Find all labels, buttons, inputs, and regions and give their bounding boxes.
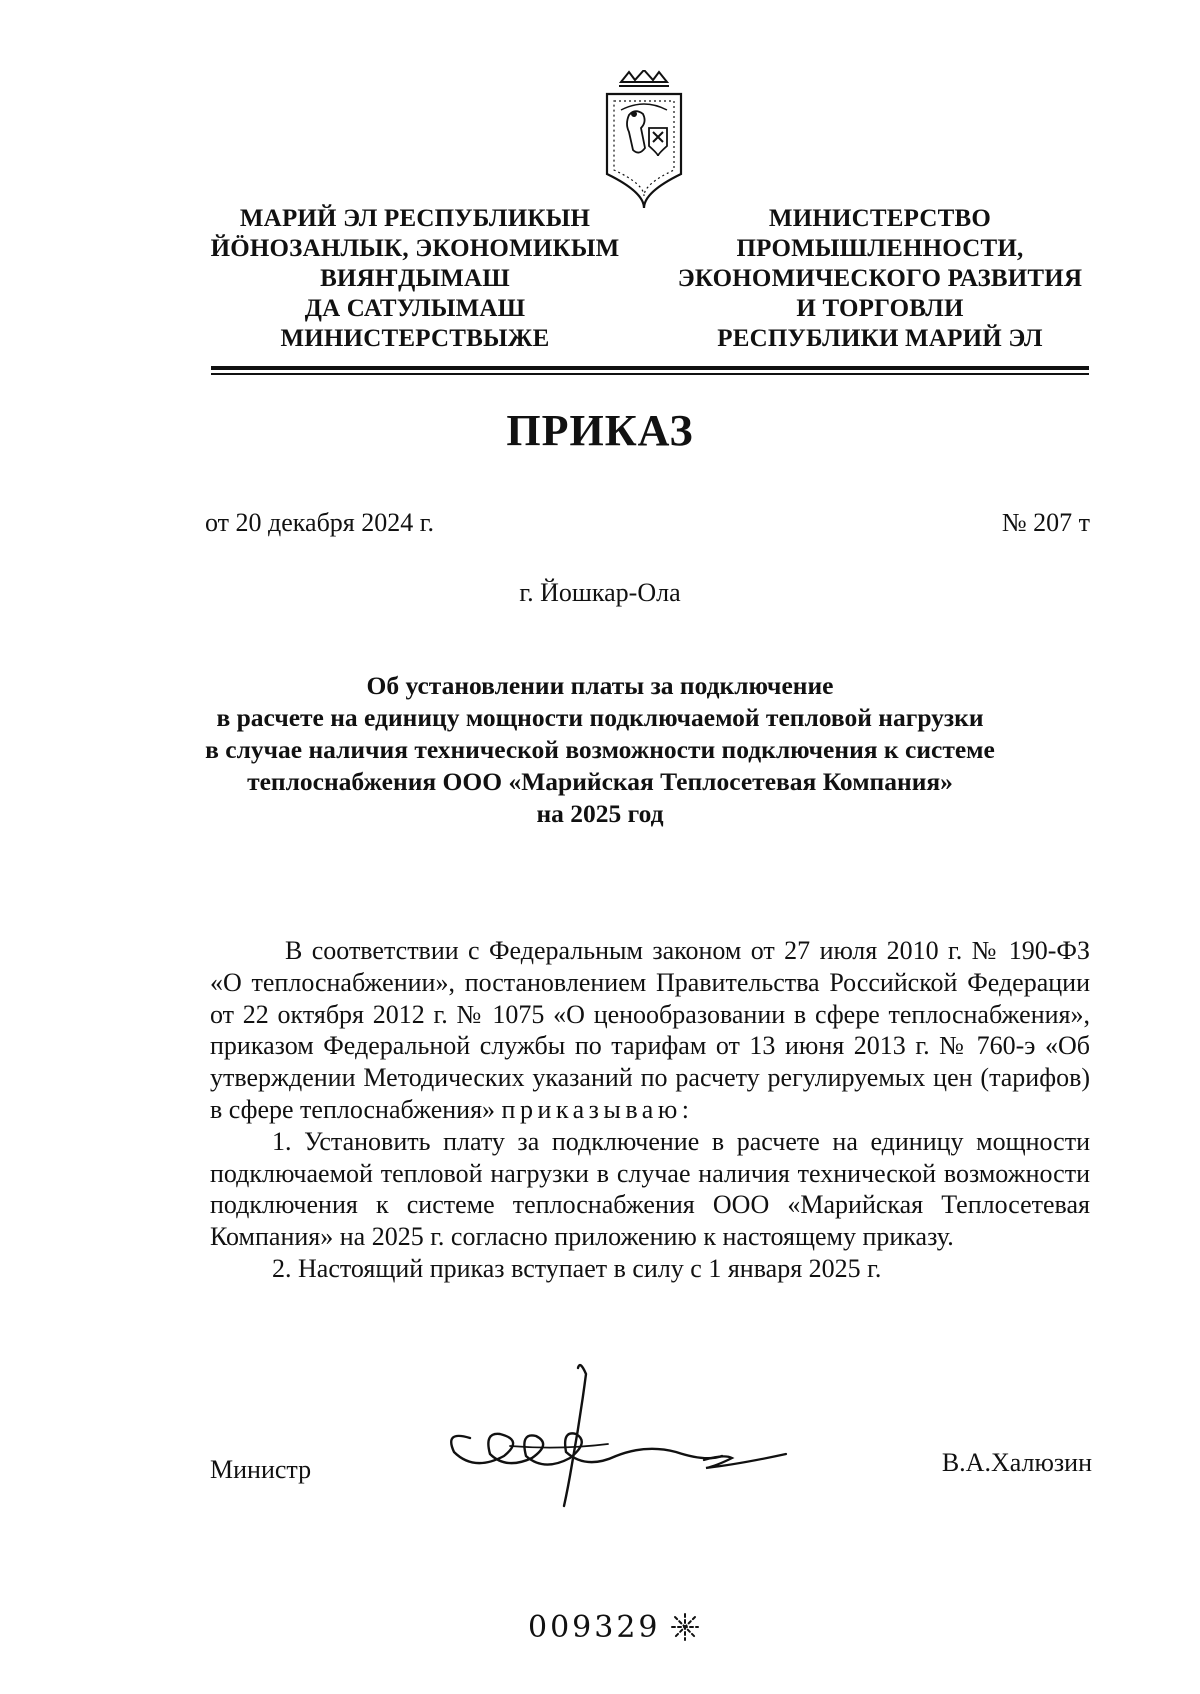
document-subject	[150, 670, 1050, 830]
subject-line: на 2025 год	[536, 799, 664, 828]
coat-of-arms-icon	[599, 70, 689, 210]
header-right-line: МИНИСТЕРСТВО	[768, 205, 992, 232]
document-city: г. Йошкар-Ола	[519, 578, 681, 607]
handwritten-signature	[440, 1360, 860, 1510]
header-divider-thick	[211, 366, 1089, 370]
subject-line: Об установлении платы за подключение	[366, 671, 834, 700]
registration-mark-icon	[668, 1610, 702, 1644]
document-date: от 20 декабря 2024 г.	[205, 508, 434, 537]
header-right-line: РЕСПУБЛИКИ МАРИЙ ЭЛ	[717, 325, 1043, 352]
document-body	[210, 935, 1090, 1285]
header-left-line: ЙӦНОЗАНЛЫК, ЭКОНОМИКЫМ	[210, 235, 620, 262]
decree-word: приказываю:	[501, 1094, 694, 1124]
header-right-line: ЭКОНОМИЧЕСКОГО РАЗВИТИЯ	[677, 265, 1083, 292]
subject-line: в случае наличия технической возможности подключения к системе	[205, 735, 995, 764]
header-right-line: И ТОРГОВЛИ	[796, 295, 964, 322]
registration-number: 009329	[528, 1610, 661, 1645]
subject-line: теплоснабжения ООО «Марийская Теплосетевая Компания»	[247, 767, 953, 796]
document-number: № 207 т	[1001, 508, 1090, 537]
preamble-text: В соответствии с Федеральным законом от 27 июля 2010 г. № 190-ФЗ «О теплоснабжении», постановлением Правительства Российской Федерации от 22 октября 2012 г. № 1075 «О ценообразовании в сфере теплоснабжения», приказом Федеральной службы по тарифам от 13 июня 2013 г. № 760-э «Об утверждении Методических указаний по расчету регулируемых цен (тарифов) в сфере теплоснабжения»	[210, 936, 1090, 1124]
order-item-2: 2. Настоящий приказ вступает в силу с 1 января 2025 г.	[272, 1253, 882, 1283]
header-divider-thin	[211, 373, 1089, 375]
header-left-line: МИНИСТЕРСТВЫЖЕ	[280, 325, 550, 352]
header-left-line: ВИЯҤДЫМАШ	[320, 265, 510, 292]
header-left-line: ДА САТУЛЫМАШ	[304, 295, 526, 322]
header-left-line: МАРИЙ ЭЛ РЕСПУБЛИКЫН	[239, 205, 591, 232]
header-right-column	[660, 204, 1100, 354]
preamble-paragraph	[210, 935, 1090, 1126]
header-left-column	[200, 204, 630, 354]
signatory-position: Министр	[210, 1455, 312, 1484]
header-right-line: ПРОМЫШЛЕННОСТИ,	[736, 235, 1024, 262]
subject-line: в расчете на единицу мощности подключаемой тепловой нагрузки	[216, 703, 984, 732]
order-item-1: 1. Установить плату за подключение в расчете на единицу мощности подключаемой тепловой нагрузки в случае наличия технической возможности подключения к системе теплоснабжения ООО «Марийская Теплосетевая Компания» на 2025 г. согласно приложению к настоящему приказу.	[210, 1126, 1090, 1252]
signatory-name: В.А.Халюзин	[941, 1448, 1092, 1477]
document-type-title: ПРИКАЗ	[506, 406, 694, 455]
